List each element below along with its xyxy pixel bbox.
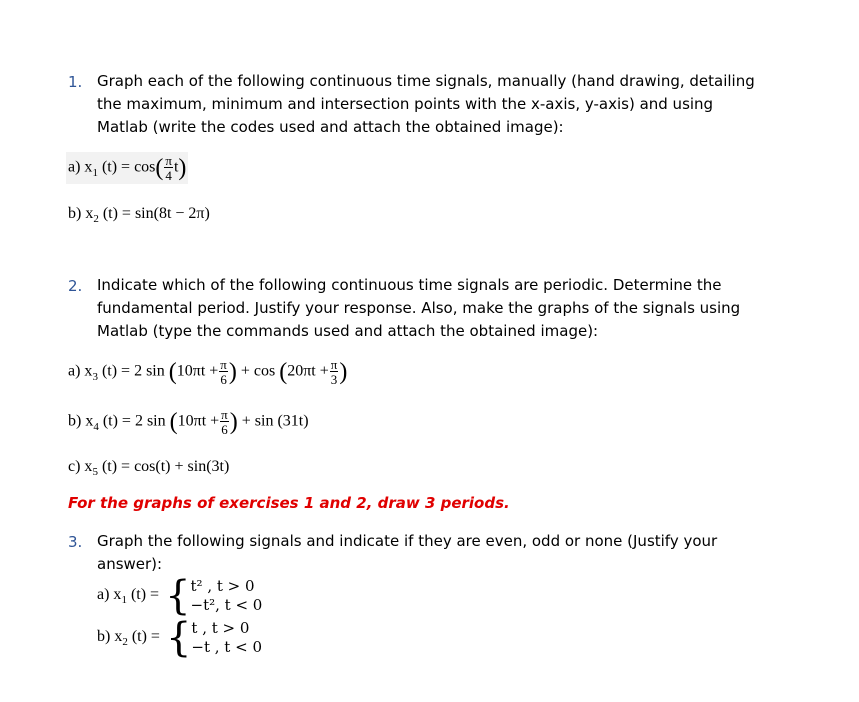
q2-text: Indicate which of the following continuous time signals are periodic. Determine the fundamental period. Justify your response. Also, make the graphs of the signals using Matlab (type the commands used and attach the obtained image): [97,276,741,340]
q3-number: 3. [68,533,83,551]
q1-text: Graph each of the following continuous time signals, manually (hand drawing, detailing the maximum, minimum and intersection points with the x-axis, y-axis) and using Matlab (write the codes used and attach the obtained image): [97,72,755,136]
q3-formula-b: b) $x_2$ (t) = { t , t > 0 −t , t < 0 [97,615,262,661]
brace-icon: { [165,573,191,619]
q2-number: 2. [68,277,83,295]
q3-formula-a: a) $x_1$ (t) = { t² , t > 0 −t², t < 0 [97,573,263,619]
q2-formula-a: a) $x_3$ (t) = 2 sin (10πt + $\frac{\pi}{6}$ ) + cos (20πt + $\frac{\pi}{3}$ ) [68,357,348,387]
brace-icon: { [165,615,192,661]
q2-formula-b: b) $x_4$ (t) = 2 sin (10πt + $\frac{\pi}{6}$ ) + sin (31t) [68,407,309,437]
q1-formula-a: a) $x_1$ (t) = cos( $\frac{\pi}{4}$ t) [68,153,187,183]
q1-formula-b: b) $x_2$ (t) = sin(8t − 2π) [68,205,210,226]
q2-formula-c: c) $x_5$ (t) = cos(t) + sin(3t) [68,458,230,479]
q3-text: Graph the following signals and indicate if they are even, odd or none (Justify your answer): [97,532,718,573]
periods-note: For the graphs of exercises 1 and 2, draw 3 periods. [68,494,510,512]
q1-number: 1. [68,73,83,91]
